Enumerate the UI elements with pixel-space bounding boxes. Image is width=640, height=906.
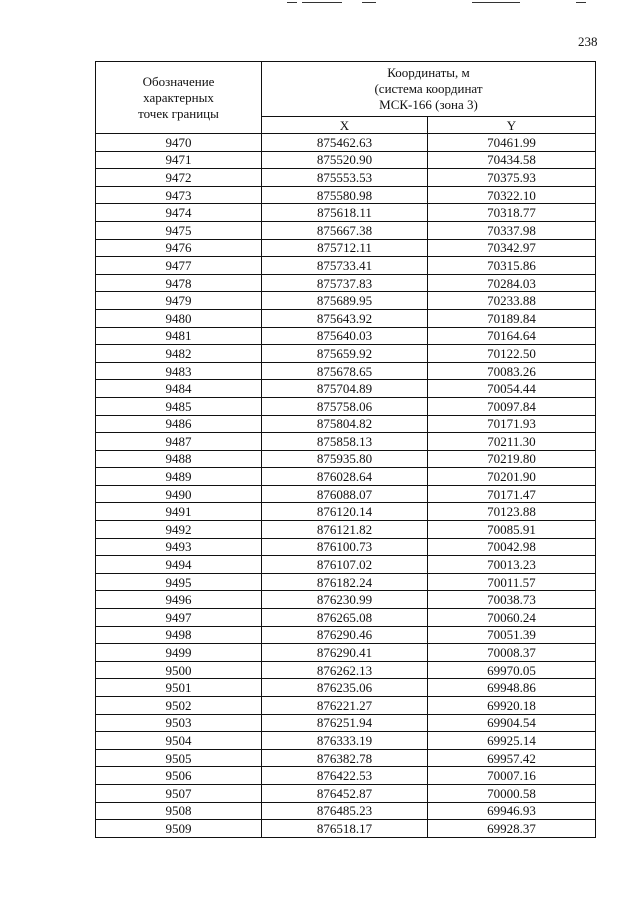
x-coordinate-cell: 876290.46 [262, 626, 428, 644]
x-coordinate-cell: 876107.02 [262, 556, 428, 574]
table-row [96, 485, 596, 503]
y-coordinate-cell: 70123.88 [428, 503, 596, 521]
x-coordinate-cell: 876235.06 [262, 679, 428, 697]
y-coordinate-cell: 70011.57 [428, 573, 596, 591]
y-coordinate-cell: 70322.10 [428, 186, 596, 204]
point-id-cell: 9482 [96, 345, 262, 363]
point-id-cell: 9486 [96, 415, 262, 433]
point-id-cell: 9491 [96, 503, 262, 521]
y-coordinate-cell: 70038.73 [428, 591, 596, 609]
x-coordinate-cell: 876262.13 [262, 661, 428, 679]
point-id-cell: 9480 [96, 309, 262, 327]
y-coordinate-cell: 70284.03 [428, 274, 596, 292]
table-body [96, 134, 596, 838]
point-id-cell: 9484 [96, 380, 262, 398]
coordinates-header [262, 62, 596, 117]
x-coordinate-cell: 876452.87 [262, 784, 428, 802]
point-id-cell: 9497 [96, 609, 262, 627]
x-coordinate-cell: 875553.53 [262, 169, 428, 187]
x-coordinate-cell: 876382.78 [262, 749, 428, 767]
y-coordinate-cell: 70171.47 [428, 485, 596, 503]
x-coordinate-cell: 875667.38 [262, 221, 428, 239]
y-coordinate-cell: 70171.93 [428, 415, 596, 433]
table-row [96, 661, 596, 679]
y-coordinate-cell: 70337.98 [428, 221, 596, 239]
table-row [96, 274, 596, 292]
x-coordinate-cell: 875858.13 [262, 433, 428, 451]
x-coordinate-cell: 875758.06 [262, 397, 428, 415]
x-coordinate-cell: 876333.19 [262, 732, 428, 750]
point-id-cell: 9473 [96, 186, 262, 204]
y-coordinate-cell: 70097.84 [428, 397, 596, 415]
y-coordinate-cell: 70211.30 [428, 433, 596, 451]
header-text-line: точек границы [138, 105, 219, 121]
point-id-cell: 9502 [96, 697, 262, 715]
point-id-cell: 9509 [96, 820, 262, 838]
point-id-cell: 9475 [96, 221, 262, 239]
point-id-cell: 9490 [96, 485, 262, 503]
point-id-cell: 9493 [96, 538, 262, 556]
table-row [96, 345, 596, 363]
y-coordinate-cell: 70201.90 [428, 468, 596, 486]
point-id-cell: 9470 [96, 134, 262, 152]
x-coordinate-cell: 875704.89 [262, 380, 428, 398]
page-number: 238 [578, 34, 598, 49]
x-coordinate-cell: 876265.08 [262, 609, 428, 627]
table-row [96, 732, 596, 750]
point-id-cell: 9471 [96, 151, 262, 169]
y-coordinate-cell: 70315.86 [428, 257, 596, 275]
y-coordinate-cell: 70085.91 [428, 521, 596, 539]
point-id-cell: 9501 [96, 679, 262, 697]
table-row [96, 802, 596, 820]
table-row [96, 767, 596, 785]
x-coordinate-cell: 875935.80 [262, 450, 428, 468]
point-id-cell: 9487 [96, 433, 262, 451]
y-coordinate-cell: 70189.84 [428, 309, 596, 327]
y-coordinate-cell: 69948.86 [428, 679, 596, 697]
point-id-cell: 9481 [96, 327, 262, 345]
x-coordinate-cell: 875520.90 [262, 151, 428, 169]
table-row [96, 450, 596, 468]
point-id-cell: 9478 [96, 274, 262, 292]
table-row [96, 521, 596, 539]
point-id-cell: 9504 [96, 732, 262, 750]
x-coordinate-cell: 876230.99 [262, 591, 428, 609]
x-coordinate-cell: 875733.41 [262, 257, 428, 275]
table-row [96, 221, 596, 239]
table-row [96, 380, 596, 398]
y-coordinate-cell: 70013.23 [428, 556, 596, 574]
x-coordinate-cell: 876422.53 [262, 767, 428, 785]
table-row [96, 169, 596, 187]
y-coordinate-cell: 70461.99 [428, 134, 596, 152]
point-id-cell: 9479 [96, 292, 262, 310]
point-id-cell: 9507 [96, 784, 262, 802]
table-row [96, 820, 596, 838]
y-coordinate-cell: 70122.50 [428, 345, 596, 363]
x-coordinate-cell: 876100.73 [262, 538, 428, 556]
x-coordinate-cell: 876485.23 [262, 802, 428, 820]
table-row [96, 204, 596, 222]
table-row [96, 591, 596, 609]
table-row [96, 626, 596, 644]
table-row [96, 784, 596, 802]
y-coordinate-cell: 70000.58 [428, 784, 596, 802]
point-id-cell: 9483 [96, 362, 262, 380]
x-coordinate-cell: 876518.17 [262, 820, 428, 838]
x-coordinate-cell: 876221.27 [262, 697, 428, 715]
y-coordinate-cell: 70060.24 [428, 609, 596, 627]
point-id-cell: 9499 [96, 644, 262, 662]
point-id-cell: 9492 [96, 521, 262, 539]
y-coordinate-cell: 70042.98 [428, 538, 596, 556]
point-id-cell: 9500 [96, 661, 262, 679]
y-coordinate-cell: 69928.37 [428, 820, 596, 838]
table-row [96, 415, 596, 433]
point-id-cell: 9505 [96, 749, 262, 767]
x-coordinate-cell: 876121.82 [262, 521, 428, 539]
y-coordinate-cell: 70007.16 [428, 767, 596, 785]
x-coordinate-cell: 876182.24 [262, 573, 428, 591]
y-coordinate-cell: 69904.54 [428, 714, 596, 732]
x-coordinate-cell: 875643.92 [262, 309, 428, 327]
table-row [96, 573, 596, 591]
x-coordinate-cell: 875640.03 [262, 327, 428, 345]
table-row [96, 679, 596, 697]
table-row [96, 714, 596, 732]
x-coordinate-cell: 875462.63 [262, 134, 428, 152]
point-id-cell: 9474 [96, 204, 262, 222]
point-id-cell: 9496 [96, 591, 262, 609]
y-coordinate-cell: 70233.88 [428, 292, 596, 310]
y-coordinate-cell: 69957.42 [428, 749, 596, 767]
table-row [96, 538, 596, 556]
table-row [96, 309, 596, 327]
y-coordinate-cell: 70219.80 [428, 450, 596, 468]
point-id-cell: 9506 [96, 767, 262, 785]
table-row [96, 697, 596, 715]
y-coordinate-cell: 69970.05 [428, 661, 596, 679]
table-row [96, 239, 596, 257]
x-coordinate-cell: 875712.11 [262, 239, 428, 257]
point-id-cell: 9494 [96, 556, 262, 574]
table-row [96, 609, 596, 627]
x-coordinate-cell: 875689.95 [262, 292, 428, 310]
x-coordinate-cell: 875737.83 [262, 274, 428, 292]
x-coordinate-cell: 876028.64 [262, 468, 428, 486]
point-id-cell: 9508 [96, 802, 262, 820]
table-row [96, 503, 596, 521]
x-coordinate-cell: 876251.94 [262, 714, 428, 732]
y-coordinate-cell: 69946.93 [428, 802, 596, 820]
table-header-row [96, 62, 596, 117]
point-id-cell: 9476 [96, 239, 262, 257]
table-row [96, 257, 596, 275]
table-row [96, 151, 596, 169]
point-id-cell: 9498 [96, 626, 262, 644]
point-id-cell: 9488 [96, 450, 262, 468]
x-coordinate-cell: 876120.14 [262, 503, 428, 521]
coordinates-table [95, 61, 596, 838]
x-coordinate-cell: 875804.82 [262, 415, 428, 433]
header-text-line: Обозначение [142, 73, 215, 89]
y-coordinate-cell: 69920.18 [428, 697, 596, 715]
point-id-cell: 9485 [96, 397, 262, 415]
table-row [96, 397, 596, 415]
point-id-cell: 9503 [96, 714, 262, 732]
x-coordinate-cell: 876088.07 [262, 485, 428, 503]
y-coordinate-cell: 69925.14 [428, 732, 596, 750]
x-coordinate-cell: 875659.92 [262, 345, 428, 363]
y-column-header: Y [428, 117, 596, 134]
table-row [96, 134, 596, 152]
x-column-header: X [262, 117, 428, 134]
scan-top-marks [0, 0, 640, 8]
y-coordinate-cell: 70083.26 [428, 362, 596, 380]
point-id-cell: 9472 [96, 169, 262, 187]
header-text-line: Координаты, м [387, 65, 470, 80]
header-text-line: характерных [143, 89, 214, 105]
table-row [96, 644, 596, 662]
table-row [96, 433, 596, 451]
x-coordinate-cell: 875678.65 [262, 362, 428, 380]
y-coordinate-cell: 70434.58 [428, 151, 596, 169]
table-row [96, 327, 596, 345]
y-coordinate-cell: 70054.44 [428, 380, 596, 398]
x-coordinate-cell: 875580.98 [262, 186, 428, 204]
table-row [96, 292, 596, 310]
table-row [96, 468, 596, 486]
y-coordinate-cell: 70342.97 [428, 239, 596, 257]
table-row [96, 556, 596, 574]
y-coordinate-cell: 70051.39 [428, 626, 596, 644]
table-row [96, 186, 596, 204]
table-row [96, 362, 596, 380]
table-row [96, 749, 596, 767]
y-coordinate-cell: 70318.77 [428, 204, 596, 222]
point-designation-header [96, 62, 262, 134]
point-id-cell: 9489 [96, 468, 262, 486]
point-id-cell: 9477 [96, 257, 262, 275]
y-coordinate-cell: 70008.37 [428, 644, 596, 662]
y-coordinate-cell: 70375.93 [428, 169, 596, 187]
x-coordinate-cell: 876290.41 [262, 644, 428, 662]
header-text-line: (система координат [374, 81, 483, 96]
y-coordinate-cell: 70164.64 [428, 327, 596, 345]
header-text-line: МСК-166 (зона 3) [379, 97, 478, 112]
point-id-cell: 9495 [96, 573, 262, 591]
x-coordinate-cell: 875618.11 [262, 204, 428, 222]
